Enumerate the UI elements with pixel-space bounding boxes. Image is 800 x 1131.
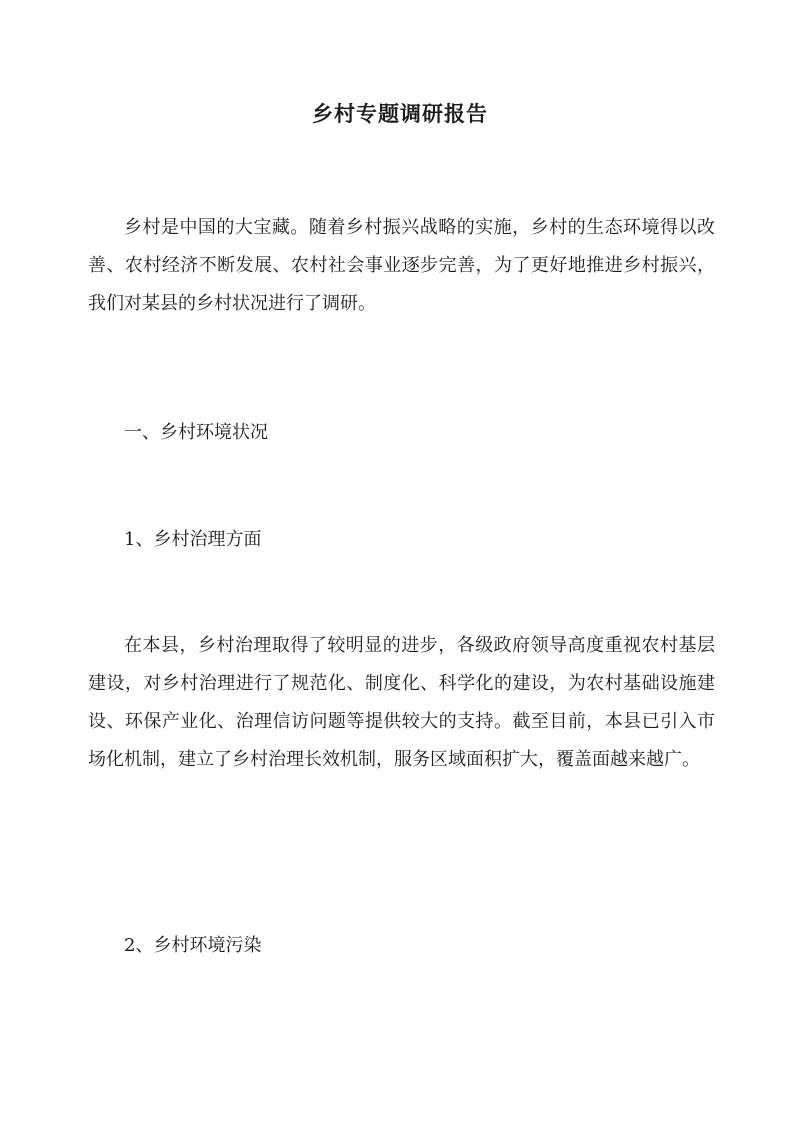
subsection-heading-pollution: 2、乡村环境污染 [124, 935, 262, 956]
governance-paragraph: 在本县，乡村治理取得了较明显的进步，各级政府领导高度重视农村基层建设，对乡村治理进行了规范化、制度化、科学化的建设，为农村基础设施建设、环保产业化、治理信访问题等提供较大的支持。截至目前，本县已引入市场化机制，建立了乡村治理长效机制，服务区域面积扩大，覆盖面越来越广。 [88, 635, 715, 770]
subsection-heading-governance: 1、乡村治理方面 [124, 529, 262, 550]
intro-paragraph: 乡村是中国的大宝藏。随着乡村振兴战略的实施，乡村的生态环境得以改善、农村经济不断发展、农村社会事业逐步完善，为了更好地推进乡村振兴，我们对某县的乡村状况进行了调研。 [88, 217, 715, 314]
section-heading-environment: 一、乡村环境状况 [124, 422, 268, 443]
document-title: 乡村专题调研报告 [312, 101, 488, 126]
